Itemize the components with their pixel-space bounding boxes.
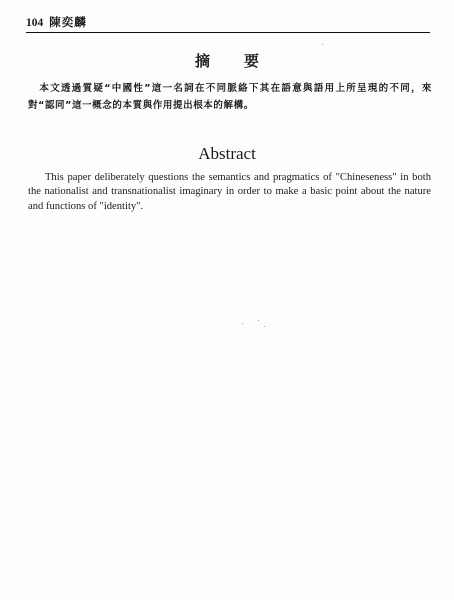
scan-speck [258, 320, 259, 321]
chinese-abstract-body: 本文透過質疑“中國性”這一名詞在不同脈絡下其在語意與語用上所呈現的不同，來對“認同”這一概念的本質與作用提出根本的解構。 [28, 83, 432, 111]
page-number: 104 [26, 17, 44, 29]
scan-speck [322, 44, 323, 45]
chinese-abstract-title: 摘要 [194, 52, 293, 70]
english-abstract-title: Abstract [198, 144, 256, 163]
author-name: 陳奕麟 [49, 15, 87, 29]
scan-speck [242, 323, 243, 324]
english-abstract-body: This paper deliberately questions the semantics and pragmatics of "Chineseness" in both the nationalist and transnationalist imaginary in order to make a basic point about the nature and functions of "identity". [28, 172, 431, 212]
header-rule [26, 32, 430, 33]
running-head [26, 13, 431, 31]
scan-speck [264, 326, 265, 327]
